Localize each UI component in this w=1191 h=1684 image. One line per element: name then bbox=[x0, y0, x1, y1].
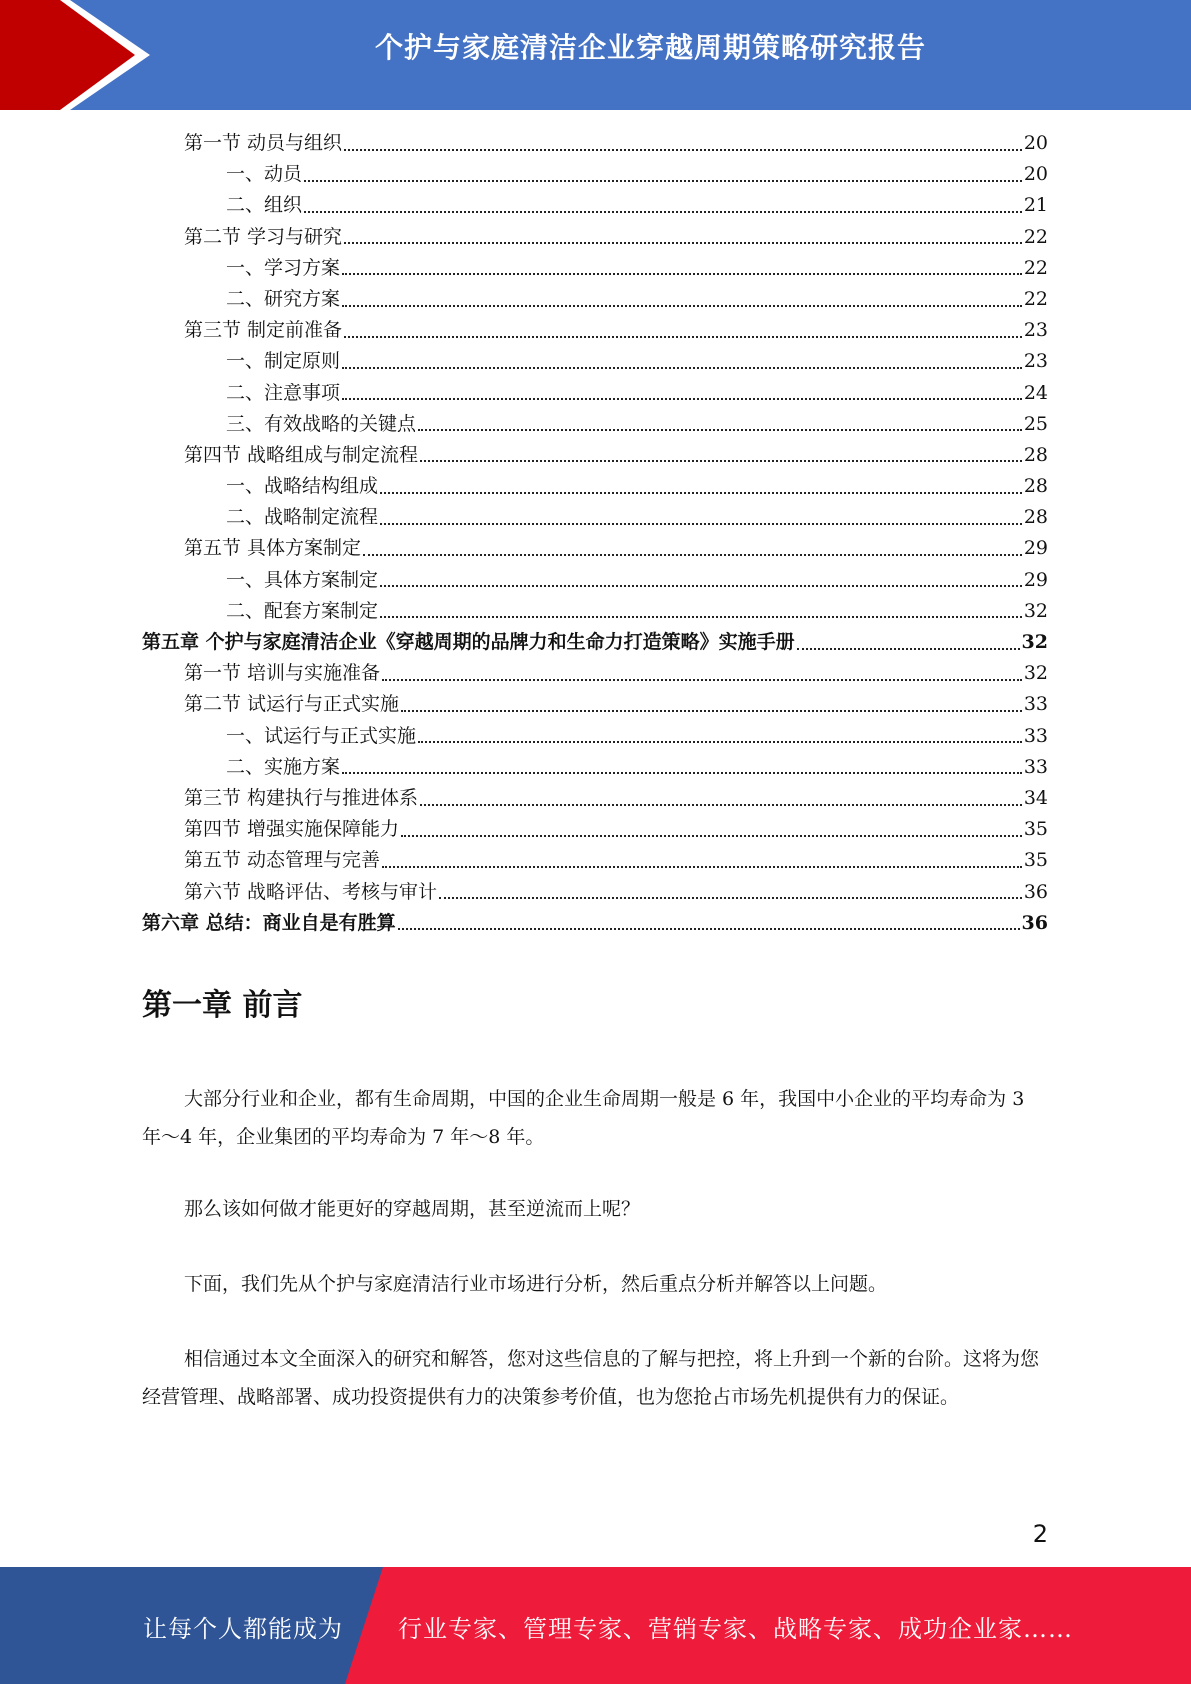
toc-entry-page: 33 bbox=[1023, 693, 1048, 716]
toc-entry-page: 23 bbox=[1023, 350, 1048, 373]
toc-entry[interactable] bbox=[142, 378, 1048, 409]
toc-entry-page: 33 bbox=[1023, 755, 1048, 778]
header-arrow-icon bbox=[0, 0, 160, 110]
toc-leader-dots bbox=[344, 242, 1022, 244]
toc-entry[interactable] bbox=[142, 627, 1048, 658]
toc-entry[interactable] bbox=[142, 689, 1048, 720]
toc-entry-page: 28 bbox=[1023, 506, 1048, 529]
toc-entry-page: 32 bbox=[1023, 662, 1048, 685]
toc-entry-page: 35 bbox=[1023, 818, 1048, 841]
toc-leader-dots bbox=[380, 523, 1022, 525]
toc-entry-page: 21 bbox=[1023, 194, 1048, 217]
toc-leader-dots bbox=[344, 149, 1022, 151]
toc-entry[interactable] bbox=[142, 284, 1048, 315]
toc-entry-label: 第五章 个护与家庭清洁企业《穿越周期的品牌力和生命力打造策略》实施手册 bbox=[142, 631, 795, 653]
toc-entry[interactable] bbox=[142, 721, 1048, 752]
toc-entry-label: 二、配套方案制定 bbox=[226, 599, 379, 622]
toc-entry-page: 25 bbox=[1023, 412, 1048, 435]
toc-entry-label: 第二节 学习与研究 bbox=[184, 225, 343, 248]
toc-entry-label: 一、制定原则 bbox=[226, 350, 341, 373]
toc-leader-dots bbox=[418, 741, 1022, 743]
toc-leader-dots bbox=[380, 492, 1022, 494]
paragraph-1: 大部分行业和企业，都有生命周期，中国的企业生命周期一般是 6 年，我国中小企业的平均寿命为 3 年～4 年，企业集团的平均寿命为 7 年～8 年。 bbox=[142, 1088, 1025, 1148]
toc-leader-dots bbox=[382, 866, 1022, 868]
toc-leader-dots bbox=[398, 928, 1020, 930]
toc-entry-label: 二、战略制定流程 bbox=[226, 506, 379, 529]
toc-leader-dots bbox=[380, 616, 1022, 618]
toc-leader-dots bbox=[342, 273, 1022, 275]
toc-entry-label: 二、实施方案 bbox=[226, 755, 341, 778]
footer-slogan-left: 让每个人都能成为 bbox=[143, 1615, 343, 1643]
page-footer bbox=[0, 1567, 1191, 1684]
toc-leader-dots bbox=[344, 336, 1022, 338]
toc-leader-dots bbox=[797, 648, 1020, 650]
toc-entry[interactable] bbox=[142, 346, 1048, 377]
toc-entry[interactable] bbox=[142, 471, 1048, 502]
toc-entry-label: 第五节 动态管理与完善 bbox=[184, 849, 381, 872]
toc-entry-label: 第一节 动员与组织 bbox=[184, 132, 343, 154]
toc-leader-dots bbox=[363, 554, 1022, 556]
toc-entry[interactable] bbox=[142, 877, 1048, 908]
toc-entry-page: 29 bbox=[1023, 537, 1048, 560]
toc-leader-dots bbox=[342, 367, 1022, 369]
toc-entry-page: 22 bbox=[1023, 287, 1048, 310]
toc-entry-page: 20 bbox=[1023, 163, 1048, 186]
toc-leader-dots bbox=[420, 460, 1022, 462]
toc-entry-page: 22 bbox=[1023, 256, 1048, 279]
toc-entry[interactable] bbox=[142, 565, 1048, 596]
toc-entry-page: 35 bbox=[1023, 849, 1048, 872]
toc-entry-page: 20 bbox=[1023, 132, 1048, 154]
toc-leader-dots bbox=[420, 804, 1022, 806]
toc-entry[interactable] bbox=[142, 814, 1048, 845]
toc-entry-label: 第四节 增强实施保障能力 bbox=[184, 818, 400, 841]
toc-entry-label: 第五节 具体方案制定 bbox=[184, 537, 362, 560]
toc-leader-dots bbox=[401, 710, 1022, 712]
header-title: 个护与家庭清洁企业穿越周期策略研究报告 bbox=[374, 31, 926, 64]
toc-entry-label: 一、动员 bbox=[226, 163, 303, 186]
toc-entry-label: 二、组织 bbox=[226, 194, 303, 217]
toc-entry[interactable] bbox=[142, 502, 1048, 533]
toc-entry[interactable] bbox=[142, 253, 1048, 284]
toc-entry-label: 一、学习方案 bbox=[226, 256, 341, 279]
toc-entry[interactable] bbox=[142, 783, 1048, 814]
toc-entry[interactable] bbox=[142, 596, 1048, 627]
toc-entry[interactable] bbox=[142, 409, 1048, 440]
page-header bbox=[0, 0, 1191, 110]
toc-entry-label: 第四节 战略组成与制定流程 bbox=[184, 443, 419, 466]
toc-entry-page: 23 bbox=[1023, 319, 1048, 342]
toc-entry[interactable] bbox=[142, 440, 1048, 471]
toc-entry-page: 36 bbox=[1023, 880, 1048, 903]
toc-entry-page: 32 bbox=[1023, 599, 1048, 622]
paragraph-3: 下面，我们先从个护与家庭清洁行业市场进行分析，然后重点分析并解答以上问题。 bbox=[184, 1273, 888, 1295]
toc-entry[interactable] bbox=[142, 533, 1048, 564]
page-number: 2 bbox=[1032, 1520, 1048, 1548]
footer-slogan-right: 行业专家、管理专家、营销专家、战略专家、成功企业家…… bbox=[398, 1615, 1073, 1643]
toc-leader-dots bbox=[382, 679, 1022, 681]
toc-entry-label: 第三节 制定前准备 bbox=[184, 319, 343, 342]
toc-entry-label: 一、战略结构组成 bbox=[226, 475, 379, 498]
toc-leader-dots bbox=[342, 772, 1022, 774]
toc-entry[interactable] bbox=[142, 658, 1048, 689]
toc-entry-label: 一、具体方案制定 bbox=[226, 568, 379, 591]
toc-entry[interactable] bbox=[142, 159, 1048, 190]
toc-leader-dots bbox=[418, 429, 1022, 431]
toc-entry-page: 29 bbox=[1023, 568, 1048, 591]
toc-entry-page: 22 bbox=[1023, 225, 1048, 248]
toc-entry-page: 24 bbox=[1023, 381, 1048, 404]
toc-entry[interactable] bbox=[142, 908, 1048, 939]
toc-leader-dots bbox=[401, 835, 1022, 837]
toc-leader-dots bbox=[304, 180, 1022, 182]
table-of-contents bbox=[142, 128, 1048, 939]
toc-entry-label: 三、有效战略的关键点 bbox=[226, 412, 417, 435]
toc-entry[interactable] bbox=[142, 128, 1048, 159]
toc-entry-label: 二、注意事项 bbox=[226, 381, 341, 404]
toc-entry-page: 28 bbox=[1023, 443, 1048, 466]
toc-entry[interactable] bbox=[142, 190, 1048, 221]
toc-leader-dots bbox=[342, 305, 1022, 307]
toc-leader-dots bbox=[342, 398, 1022, 400]
toc-entry-label: 二、研究方案 bbox=[226, 287, 341, 310]
toc-leader-dots bbox=[304, 211, 1022, 213]
toc-entry[interactable] bbox=[142, 752, 1048, 783]
toc-entry[interactable] bbox=[142, 315, 1048, 346]
toc-entry-page: 34 bbox=[1023, 786, 1048, 809]
paragraph-2: 那么该如何做才能更好的穿越周期，甚至逆流而上呢？ bbox=[184, 1198, 641, 1220]
paragraph-4: 相信通过本文全面深入的研究和解答，您对这些信息的了解与把控，将上升到一个新的台阶。这将为您经营管理、战略部署、成功投资提供有力的决策参考价值，也为您抢占市场先机提供有力的保证。 bbox=[142, 1348, 1040, 1408]
toc-entry-page: 36 bbox=[1021, 911, 1048, 934]
toc-entry-page: 33 bbox=[1023, 724, 1048, 747]
toc-entry-page: 28 bbox=[1023, 475, 1048, 498]
toc-entry-label: 第一节 培训与实施准备 bbox=[184, 662, 381, 685]
toc-entry-label: 第三节 构建执行与推进体系 bbox=[184, 786, 419, 809]
toc-entry-label: 第六节 战略评估、考核与审计 bbox=[184, 880, 438, 903]
toc-entry-page: 32 bbox=[1021, 631, 1048, 653]
toc-entry[interactable] bbox=[142, 845, 1048, 876]
chapter-title: 第一章 前言 bbox=[142, 988, 303, 1023]
toc-entry[interactable] bbox=[142, 222, 1048, 253]
toc-leader-dots bbox=[380, 585, 1022, 587]
toc-entry-label: 一、试运行与正式实施 bbox=[226, 724, 417, 747]
toc-entry-label: 第二节 试运行与正式实施 bbox=[184, 693, 400, 716]
toc-entry-label: 第六章 总结：商业自是有胜算 bbox=[142, 911, 396, 934]
toc-leader-dots bbox=[439, 897, 1022, 899]
